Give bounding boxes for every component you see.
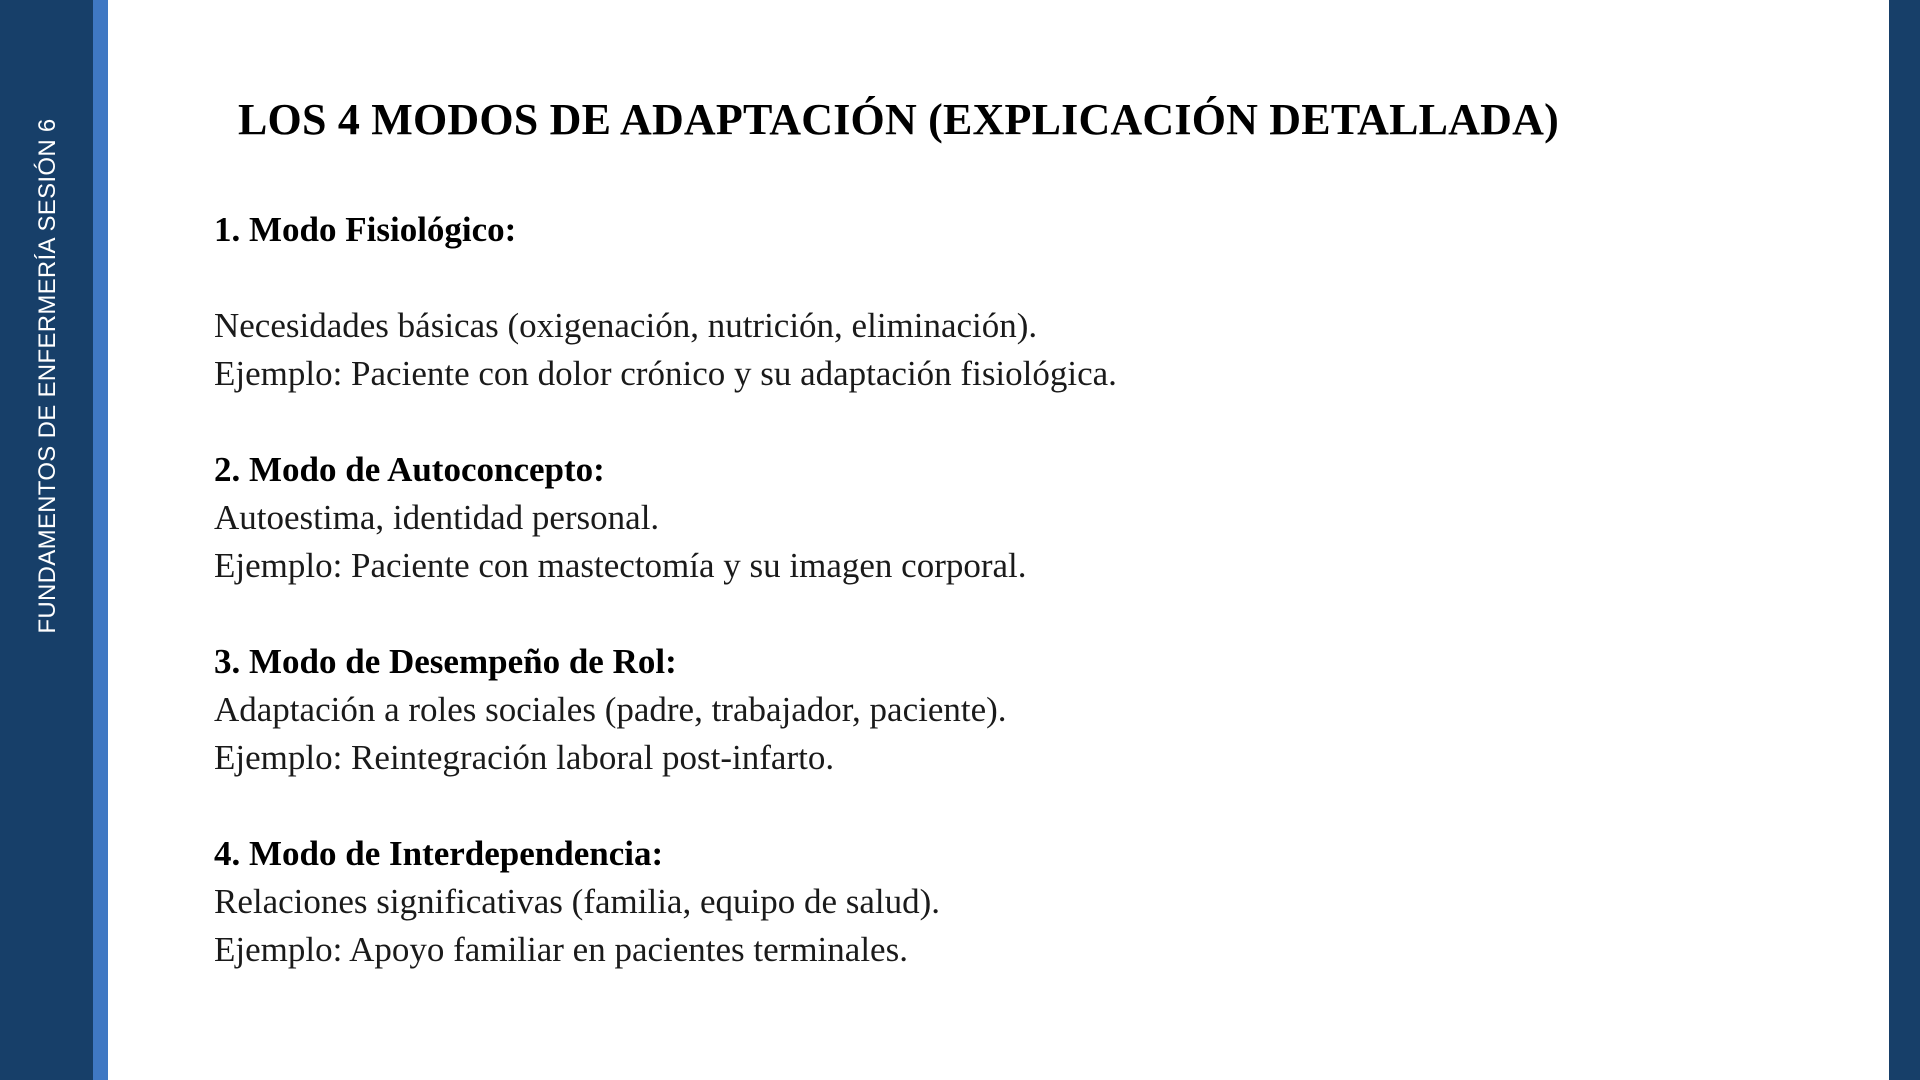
sidebar-course-label: FUNDAMENTOS DE ENFERMERÍA SESIÓN 6 xyxy=(34,118,61,634)
spacer xyxy=(214,782,1117,830)
mode-example-self-concept: Ejemplo: Paciente con mastectomía y su imagen corporal. xyxy=(214,546,1027,585)
mode-heading-self-concept: 2. Modo de Autoconcepto: xyxy=(214,450,605,489)
modes-content xyxy=(214,206,1117,974)
spacer xyxy=(214,254,1117,302)
mode-example-physiological: Ejemplo: Paciente con dolor crónico y su adaptación fisiológica. xyxy=(214,354,1117,393)
mode-heading-physiological: 1. Modo Fisiológico: xyxy=(214,210,517,249)
mode-example-role-function: Ejemplo: Reintegración laboral post-infarto. xyxy=(214,738,835,777)
spacer xyxy=(214,398,1117,446)
mode-heading-role-function: 3. Modo de Desempeño de Rol: xyxy=(214,642,677,681)
mode-description-physiological: Necesidades básicas (oxigenación, nutrición, eliminación). xyxy=(214,306,1038,345)
mode-description-role-function: Adaptación a roles sociales (padre, trabajador, paciente). xyxy=(214,690,1007,729)
mode-example-interdependence: Ejemplo: Apoyo familiar en pacientes terminales. xyxy=(214,930,908,969)
left-accent-stripe xyxy=(93,0,108,1080)
slide-title: LOS 4 MODOS DE ADAPTACIÓN (EXPLICACIÓN DETALLADA) xyxy=(238,95,1559,144)
mode-heading-interdependence: 4. Modo de Interdependencia: xyxy=(214,834,664,873)
mode-description-self-concept: Autoestima, identidad personal. xyxy=(214,498,660,537)
mode-description-interdependence: Relaciones significativas (familia, equipo de salud). xyxy=(214,882,941,921)
left-sidebar-band xyxy=(0,0,93,1080)
spacer xyxy=(214,590,1117,638)
right-sidebar-band xyxy=(1889,0,1920,1080)
